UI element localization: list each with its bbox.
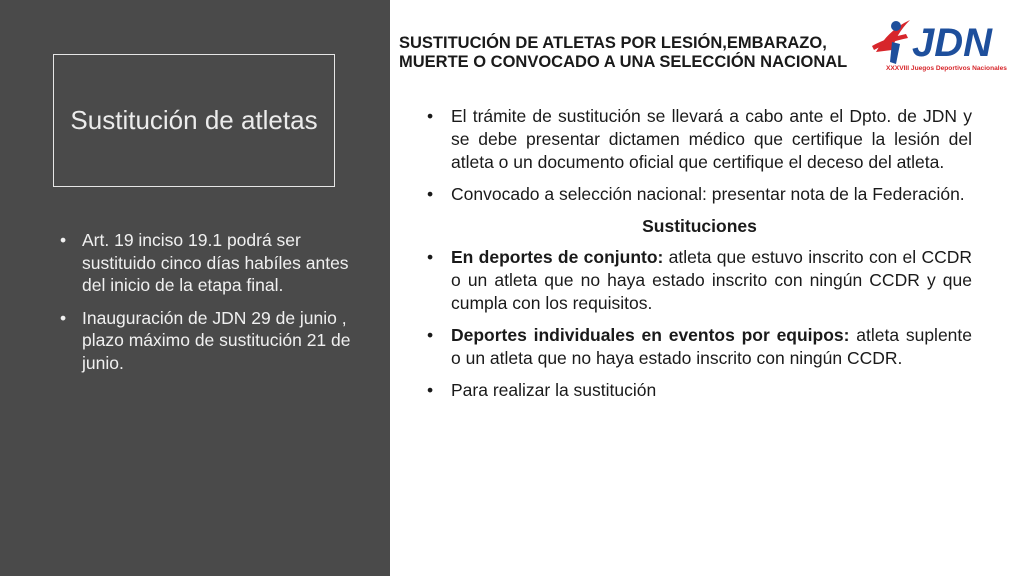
left-bullet-list: [60, 229, 360, 384]
right-bullet-item: [427, 379, 972, 402]
jdn-logo: [866, 12, 1012, 74]
slide-title: Sustitución de atletas: [70, 105, 318, 135]
bullet-text: atleta que estuvo inscrito con el CCDR o un atleta que no haya estado inscrito con ningún CCDR y que cumpla con los requisitos.: [451, 247, 972, 313]
left-bullet-item: • Art. 19 inciso 19.1 podrá ser sustituido cinco días habíles antes del inicio de la etapa final.: [60, 229, 360, 297]
left-bullet-item: • Inauguración de JDN 29 de junio , plazo máximo de sustitución 21 de junio.: [60, 307, 360, 375]
bullet-text: atleta suplente o un atleta que no haya estado inscrito con ningún CCDR.: [451, 325, 973, 368]
bullet-bold-text: En deportes de conjunto:: [451, 247, 664, 267]
right-bullet-item: [427, 324, 972, 370]
right-bullet-item: [427, 105, 972, 174]
section-heading: [427, 215, 972, 238]
logo-subtitle: XXXVIII Juegos Deportivos Nacionales: [886, 65, 1007, 72]
bullet-bold-text: Deportes individuales en eventos por equipos:: [451, 325, 850, 345]
athlete-figure-icon: [872, 20, 910, 64]
title-box: [53, 54, 335, 187]
right-bullet-item: [427, 246, 972, 315]
bullet-text: Convocado a selección nacional: presentar nota de la Federación.: [451, 184, 965, 204]
heading-text: Sustituciones: [642, 216, 757, 236]
right-bullet-item: [427, 183, 972, 206]
bullet-text: Para realizar la sustitución: [451, 380, 657, 400]
logo-text: JDN: [912, 21, 993, 65]
left-panel: [0, 0, 390, 576]
right-bullet-list: [427, 105, 972, 411]
slide-header: SUSTITUCIÓN DE ATLETAS POR LESIÓN,EMBARAZO, MUERTE O CONVOCADO A UNA SELECCIÓN NACIONAL: [399, 34, 848, 71]
bullet-text: El trámite de sustitución se llevará a cabo ante el Dpto. de JDN y se debe presentar dictamen médico que certifique la lesión del atleta o un documento oficial que certifique el deceso del atleta.: [451, 106, 972, 172]
